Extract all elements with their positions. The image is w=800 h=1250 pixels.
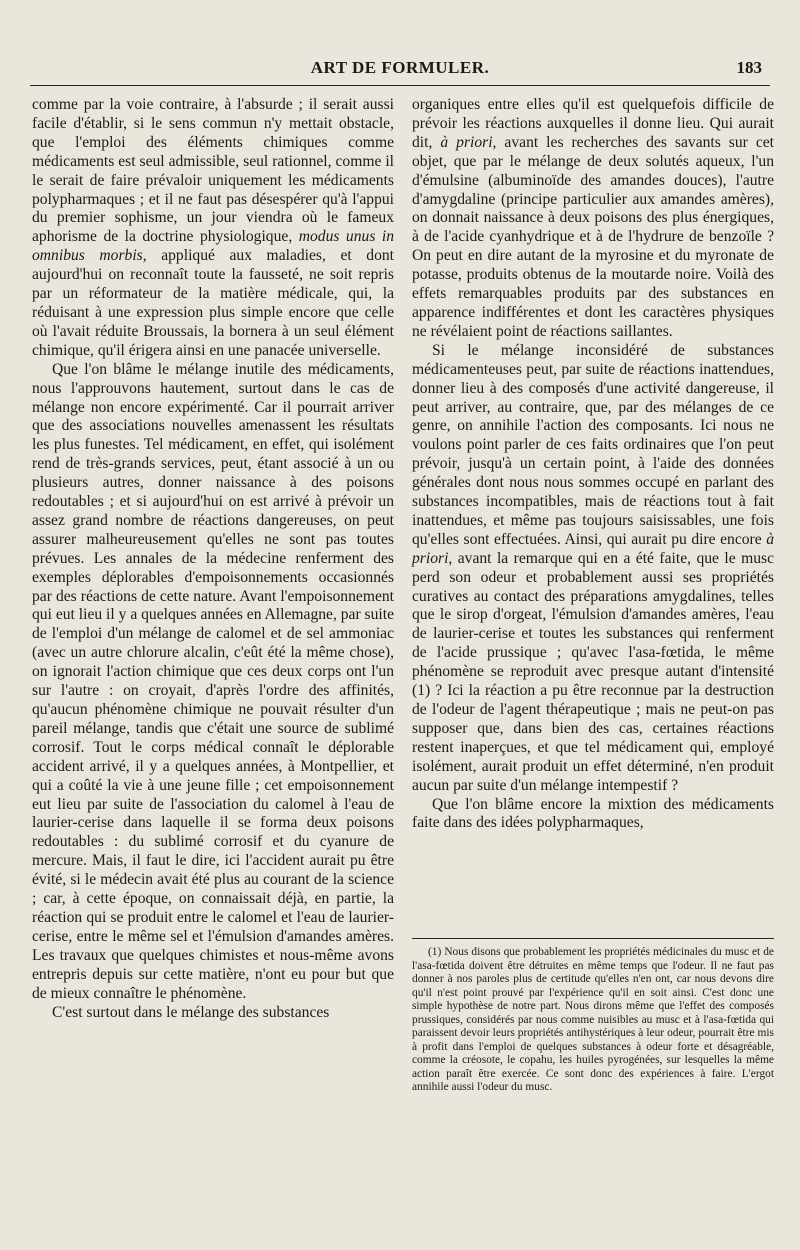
latin-phrase: à priori [440, 133, 493, 151]
left-column [32, 96, 394, 1022]
paragraph [412, 342, 774, 796]
paragraph-text: , avant les recherches des savants sur cet objet, que par le mélange de deux solutés aqueux, l'un d'émulsine (albuminoïde des amandes douces), l'autre d'amygdaline (principe particulier aux amandes amères), on donnait naissance à deux poisons des plus énergiques, à de l'acide cyanhydrique et à de l'hydrure de benzoïle ? On peut en dire autant de la myrosine et du myronate de potasse, produits obtenus de la moutarde noire. Voilà des effets remarquables produits par des substances en apparence indifférentes et dont les caractères physiques ne révélaient point de réactions saillantes. [412, 133, 775, 340]
page-header [30, 58, 770, 86]
paragraph-text: Si le mélange inconsidéré de substances médicamenteuses peut, par suite de réactions inattendues, donner lieu à des composés d'une activité dangereuse, il peut arriver, au contraire, que, par des mélanges de ce genre, on annihile l'action des composants. Ici nous ne voulons point parler de ces faits ordinaires que l'on peut prévoir, jusqu'à un certain point, à l'aide des données générales dont nous nous sommes occupé en parlant des substances incompatibles, mais de réactions tout à fait inattendues, et même pas toujours saisissables, une fois qu'elles sont effectuées. Ainsi, qui aurait pu dire encore [412, 341, 774, 548]
paragraph-text: , appliqué aux maladies, et dont aujourd'hui on reconnaît toute la fausseté, ne soit repris par un réformateur de la matière médicale, qui, la réduisant à une expression plus simple encore que celle où l'avait réduite Broussais, la bornera à un seul élément chimique, qu'il érigera ainsi en une panacée universelle. [32, 247, 394, 359]
latin-phrase: à priori [412, 530, 774, 567]
running-title: ART DE FORMULER. [310, 58, 490, 77]
paragraph [412, 96, 774, 342]
latin-phrase: modus unus in omnibus morbis [32, 228, 394, 265]
paragraph [32, 96, 394, 361]
paragraph-text: , avant la remarque qui en a été faite, que le musc perd son odeur et probablement aussi ses propriétés curatives au contact des préparations amygdalines, telles que le sirop d'orgeat, l'émulsion d'amandes amères, l'eau de laurier-cerise et toutes les substances qui renferment de l'acide prussique ; qu'avec l'asa-fœtida, le même phénomène se reproduit avec presque autant d'intensité (1) ? Ici la réaction a pu être reconnue par la destruction de l'odeur de l'agent thérapeutique ; mais ne peut-on pas supposer que, dans bien des cas, certaines réactions restent inaperçues, et que tel médicament qui, employé isolément, aurait produit un effet déterminé, n'en produit aucun par suite d'un mélange intempestif ? [412, 549, 774, 794]
footnote-rule [412, 938, 774, 939]
paragraph-text: organiques entre elles qu'il est quelquefois difficile de prévoir les réactions auxquelles il donne lieu. Qui aurait dit, [412, 96, 774, 151]
paragraph: Que l'on blâme encore la mixtion des médicaments faite dans des idées polypharmaques, [412, 795, 774, 832]
paragraph: C'est surtout dans le mélange des substances [52, 1003, 330, 1021]
page-number: 183 [736, 58, 762, 77]
header-rule [30, 85, 770, 86]
paragraph: Que l'on blâme le mélange inutile des médicaments, nous l'approuvons hautement, surtout dans le cas de mélange non encore expérimenté. Car il pourrait arriver que des associations nouvelles amenassent les résultats les plus funestes. Tel médicament, en effet, qui isolément rend de très-grands services, peut, étant associé à un ou plusieurs autres, donner naissance à des poisons redoutables ; et si aujourd'hui on est arrivé à prévoir un assez grand nombre de réactions dangereuses, on peut assurer malheureusement qu'elles ne sont pas toutes prévues. Les annales de la médecine renferment des exemples déplorables d'empoisonnements occasionnés par des réactions de cette nature. Avant l'empoisonnement qui eut lieu il y a quelques années en Allemagne, par suite de l'emploi d'un mélange de calomel et de sel ammoniac (avec un autre chlorure alcalin, c'eût été la même chose), on ignorait l'action chimique que ces deux corps ont l'un sur l'autre : on croyait, d'après l'ordre des affinités, qu'aucun phénomène chimique ne pouvait résulter d'un pareil mélange, tandis que c'était une source de sublimé corrosif. Tout le corps médical connaît le déplorable accident arrivé, il y a quelques années, à Montpellier, et qui a coûté la vie à une jeune fille ; cet empoisonnement eut lieu par suite de l'association du calomel à l'eau de laurier-cerise dans laquelle il se forma deux poisons redoutables : du sublimé corrosif et du cyanure de mercure. Mais, il faut le dire, ici l'accident aurait pu être évité, si le médecin avait été plus au courant de la science ; car, à cette époque, on connaissait déjà, en partie, la réaction qui se produit entre le calomel et l'eau de laurier-cerise, entre le même sel et l'émulsion d'amandes amères. Les travaux que quelques chimistes et nous-même avons entrepris depuis sur cette matière, n'ont eu pour but que de mieux connaître le phénomène. [32, 360, 395, 1002]
right-column [412, 96, 774, 833]
footnote-text: (1) Nous disons que probablement les propriétés médicinales du musc et de l'asa-fœtida doivent être détruites en même temps que l'odeur. Il ne faut pas donner à nos paroles plus de certitude qu'elles n'en ont, car nous devons dire qu'il n'est point prouvé par l'expérience qu'il en soit ainsi. C'est donc une simple hypothèse de notre part. Nous dirons même que l'effet des composés prussiques, considérés par nous comme nuisibles au musc et à l'asa-fœtida qui paraissent devoir leurs propriétés antihystériques à leur odeur, pourrait être mis à profit dans l'emploi de quelques substances à odeur forte et désagréable, comme la créosote, le copahu, les huiles pyrogénées, sur lesquelles la même action paraît être exercée. Ce sont donc des expériences à faire. L'ergot annihile aussi l'odeur du musc. [412, 946, 774, 1093]
paragraph-text: comme par la voie contraire, à l'absurde ; il serait aussi facile d'établir, si le sens commun n'y mettait obstacle, que l'emploi des éléments chimiques comme médicaments est seul admissible, seul rationnel, comme il le serait de faire prévaloir uniquement les médicaments polypharmaques ; et il ne faut pas désespérer qu'à l'appui du premier sophisme, un jour viendra où le fameux aphorisme de la doctrine physiologique, [32, 96, 394, 246]
footnote [412, 946, 774, 1095]
